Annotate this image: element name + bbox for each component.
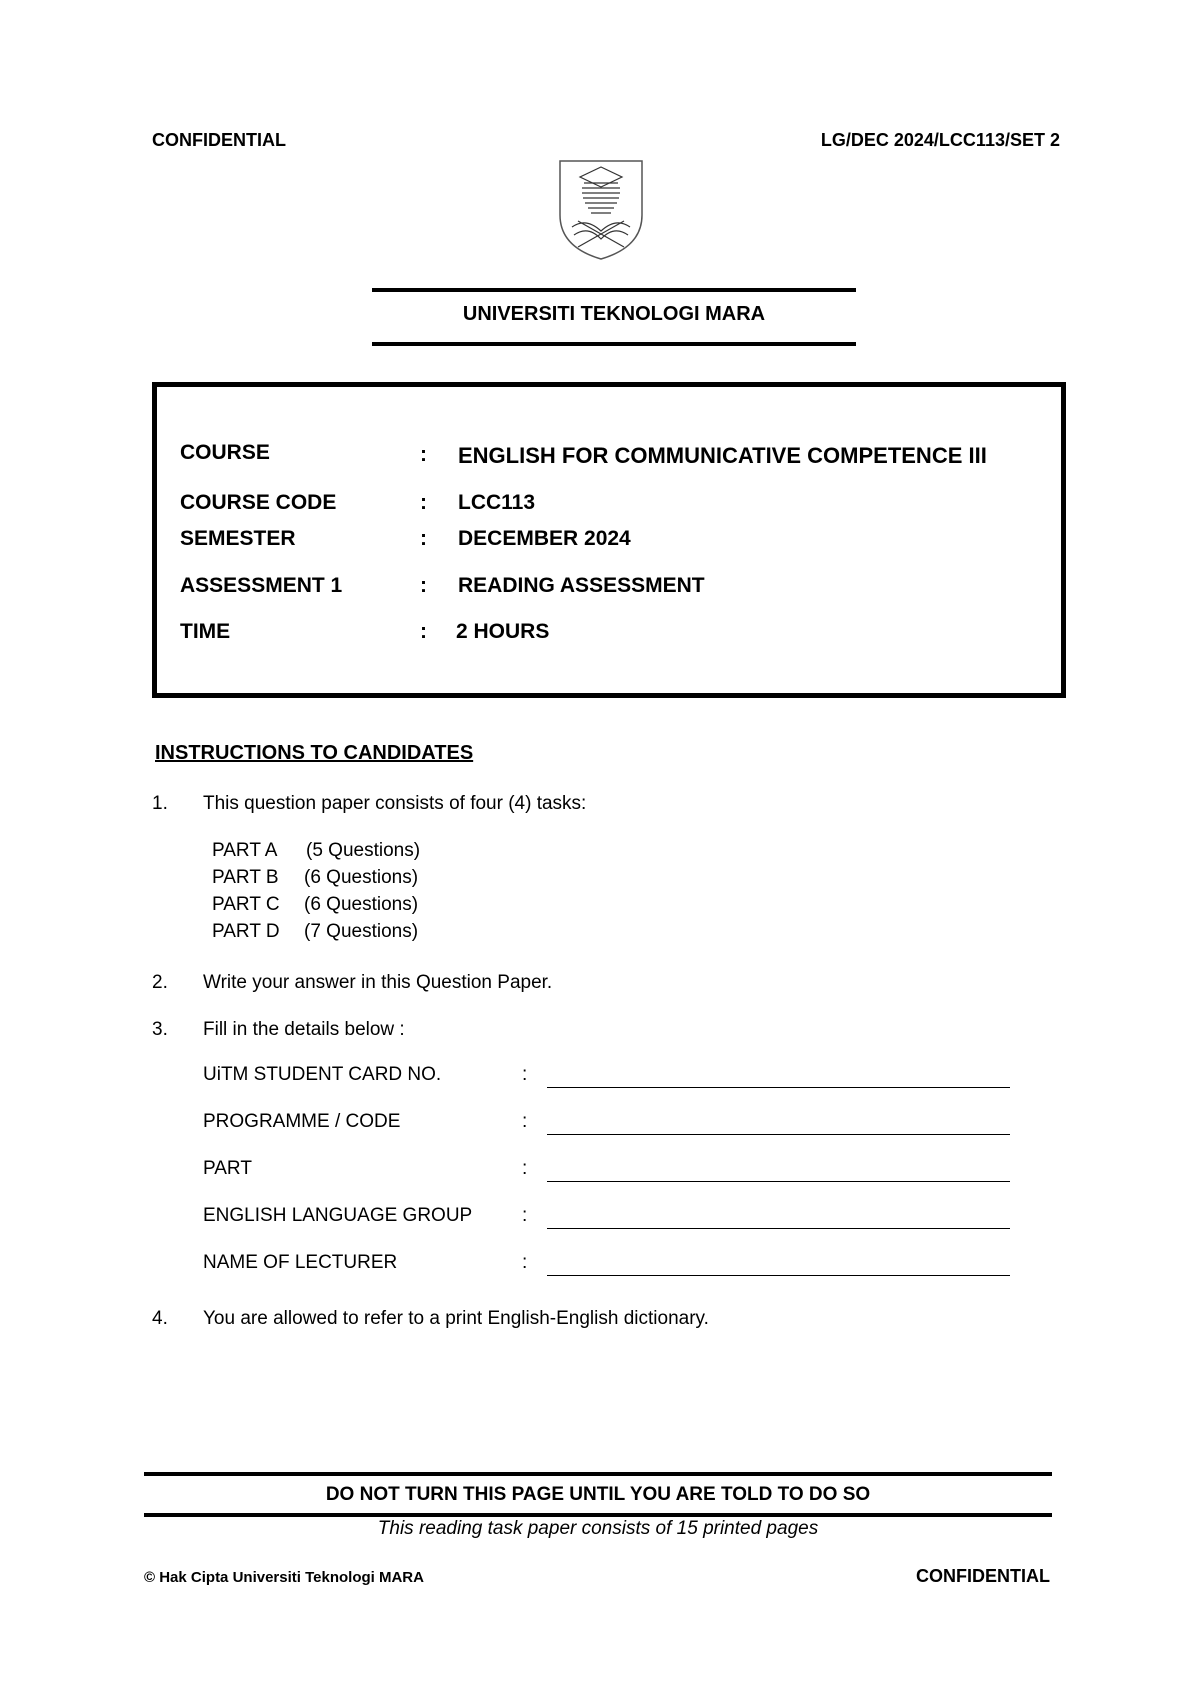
footer-bottom-rule: [144, 1513, 1052, 1517]
course-code-label: COURSE CODE: [180, 491, 337, 514]
field-label: ENGLISH LANGUAGE GROUP: [203, 1205, 473, 1226]
course-code-colon: :: [420, 491, 427, 514]
uitm-crest-icon: [556, 155, 646, 263]
semester-colon: :: [420, 527, 427, 550]
part-line[interactable]: [547, 1181, 1010, 1182]
field-label: PART: [203, 1158, 252, 1179]
footer-top-rule: [144, 1472, 1052, 1476]
field-colon: :: [522, 1252, 528, 1273]
instruction-number: 2.: [152, 972, 168, 993]
instruction-text: This question paper consists of four (4) tasks:: [203, 793, 587, 814]
page-count-note: This reading task paper consists of 15 printed pages: [377, 1518, 819, 1539]
assessment-colon: :: [420, 574, 427, 597]
instruction-number: 4.: [152, 1308, 168, 1329]
course-label: COURSE: [180, 441, 270, 464]
course-code-value: LCC113: [458, 491, 536, 514]
instruction-number: 1.: [152, 793, 168, 814]
english-language-group-line[interactable]: [547, 1228, 1010, 1229]
course-colon: :: [420, 443, 427, 466]
semester-label: SEMESTER: [180, 527, 296, 550]
field-colon: :: [522, 1158, 528, 1179]
programme-code-line[interactable]: [547, 1134, 1010, 1135]
part-questions: (6 Questions): [304, 894, 419, 915]
time-label: TIME: [180, 620, 231, 643]
instruction-text: Fill in the details below :: [203, 1019, 405, 1040]
time-colon: :: [420, 620, 427, 643]
time-value: 2 HOURS: [456, 620, 550, 643]
university-name: UNIVERSITI TEKNOLOGI MARA: [462, 303, 766, 325]
assessment-label: ASSESSMENT 1: [180, 574, 343, 597]
instruction-text: You are allowed to refer to a print English-English dictionary.: [203, 1308, 709, 1329]
header-confidential: CONFIDENTIAL: [152, 130, 286, 150]
copyright-notice: © Hak Cipta Universiti Teknologi MARA: [144, 1569, 424, 1586]
field-label: UiTM STUDENT CARD NO.: [203, 1064, 442, 1085]
part-questions: (7 Questions): [304, 921, 419, 942]
field-colon: :: [522, 1205, 528, 1226]
instruction-number: 3.: [152, 1019, 168, 1040]
field-colon: :: [522, 1064, 528, 1085]
header-reference-code: LG/DEC 2024/LCC113/SET 2: [820, 130, 1060, 150]
assessment-value: READING ASSESSMENT: [458, 574, 705, 597]
field-label: PROGRAMME / CODE: [203, 1111, 401, 1132]
instruction-text: Write your answer in this Question Paper.: [203, 972, 553, 993]
title-top-rule: [372, 288, 856, 292]
name-of-lecturer-line[interactable]: [547, 1275, 1010, 1276]
field-colon: :: [522, 1111, 528, 1132]
part-name: PART D: [212, 921, 280, 942]
part-name: PART A: [212, 840, 278, 861]
do-not-turn-warning: DO NOT TURN THIS PAGE UNTIL YOU ARE TOLD TO DO SO: [325, 1484, 871, 1505]
part-questions: (5 Questions): [306, 840, 421, 861]
instructions-heading: INSTRUCTIONS TO CANDIDATES: [155, 742, 474, 764]
part-name: PART C: [212, 894, 280, 915]
title-bottom-rule: [372, 342, 856, 346]
student-card-no-line[interactable]: [547, 1087, 1010, 1088]
semester-value: DECEMBER 2024: [458, 527, 631, 550]
field-label: NAME OF LECTURER: [203, 1252, 398, 1273]
part-name: PART B: [212, 867, 279, 888]
course-value: ENGLISH FOR COMMUNICATIVE COMPETENCE III: [458, 443, 987, 468]
footer-confidential: CONFIDENTIAL: [916, 1566, 1050, 1586]
part-questions: (6 Questions): [304, 867, 419, 888]
